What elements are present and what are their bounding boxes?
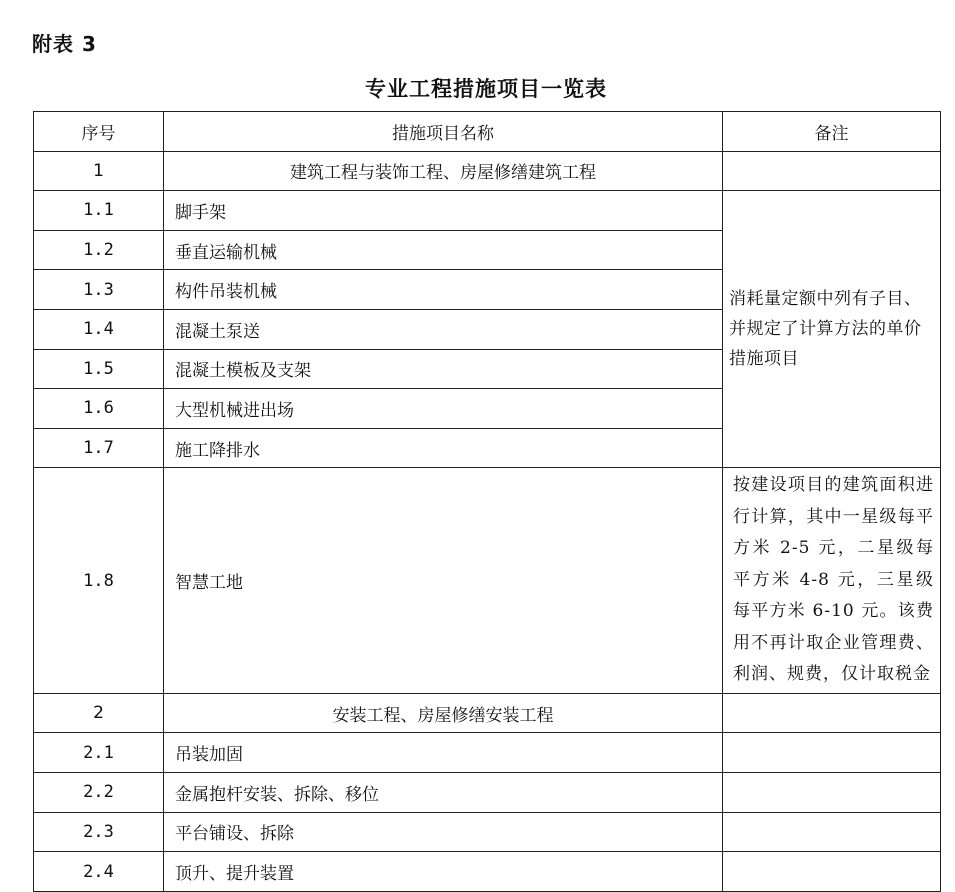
- measures-table: [33, 111, 941, 892]
- row-no: 2.1: [34, 733, 164, 773]
- row-no: 1.6: [34, 389, 164, 429]
- table-row: [34, 191, 941, 231]
- row-name: 构件吊装机械: [164, 270, 723, 310]
- row-name: 智慧工地: [164, 468, 723, 694]
- row-name: 垂直运输机械: [164, 230, 723, 270]
- table-row: [34, 812, 941, 852]
- header-no: 序号: [34, 112, 164, 152]
- row-remark: 按建设项目的建筑面积进行计算，其中一星级每平方米 2-5 元，二星级每平方米 4-8 元，三星级每平方米 6-10 元。该费用不再计取企业管理费、利润、规费，仅计取税金: [723, 468, 941, 694]
- table-row: [34, 468, 941, 694]
- remark-group-1: 消耗量定额中列有子目、并规定了计算方法的单价措施项目: [723, 191, 941, 468]
- row-name: 平台铺设、拆除: [164, 812, 723, 852]
- section-row-2: [34, 693, 941, 733]
- appendix-label: 附表 3: [32, 32, 97, 56]
- table-row: [34, 733, 941, 773]
- header-remark: 备注: [723, 112, 941, 152]
- section-2-name: 安装工程、房屋修缮安装工程: [164, 693, 723, 733]
- row-no: 2.4: [34, 852, 164, 892]
- section-2-no: 2: [34, 693, 164, 733]
- row-remark: [723, 852, 941, 892]
- table-row: [34, 773, 941, 813]
- row-remark: [723, 733, 941, 773]
- row-name: 混凝土泵送: [164, 309, 723, 349]
- row-name: 金属抱杆安装、拆除、移位: [164, 773, 723, 813]
- row-name: 施工降排水: [164, 428, 723, 468]
- row-no: 1.2: [34, 230, 164, 270]
- row-no: 1.5: [34, 349, 164, 389]
- section-1-remark: [723, 151, 941, 191]
- row-name: 顶升、提升装置: [164, 852, 723, 892]
- row-no: 1.1: [34, 191, 164, 231]
- section-2-remark: [723, 693, 941, 733]
- table-row: [34, 852, 941, 892]
- header-name: 措施项目名称: [164, 112, 723, 152]
- row-name: 混凝土模板及支架: [164, 349, 723, 389]
- row-name: 脚手架: [164, 191, 723, 231]
- row-remark: [723, 773, 941, 813]
- row-no: 1.4: [34, 309, 164, 349]
- section-row-1: [34, 151, 941, 191]
- table-header-row: [34, 112, 941, 152]
- row-no: 2.2: [34, 773, 164, 813]
- section-1-name: 建筑工程与装饰工程、房屋修缮建筑工程: [164, 151, 723, 191]
- row-no: 2.3: [34, 812, 164, 852]
- row-name: 大型机械进出场: [164, 389, 723, 429]
- row-no: 1.3: [34, 270, 164, 310]
- row-no: 1.8: [34, 468, 164, 694]
- page-title: 专业工程措施项目一览表: [365, 77, 607, 101]
- row-no: 1.7: [34, 428, 164, 468]
- row-name: 吊装加固: [164, 733, 723, 773]
- section-1-no: 1: [34, 151, 164, 191]
- row-remark: [723, 812, 941, 852]
